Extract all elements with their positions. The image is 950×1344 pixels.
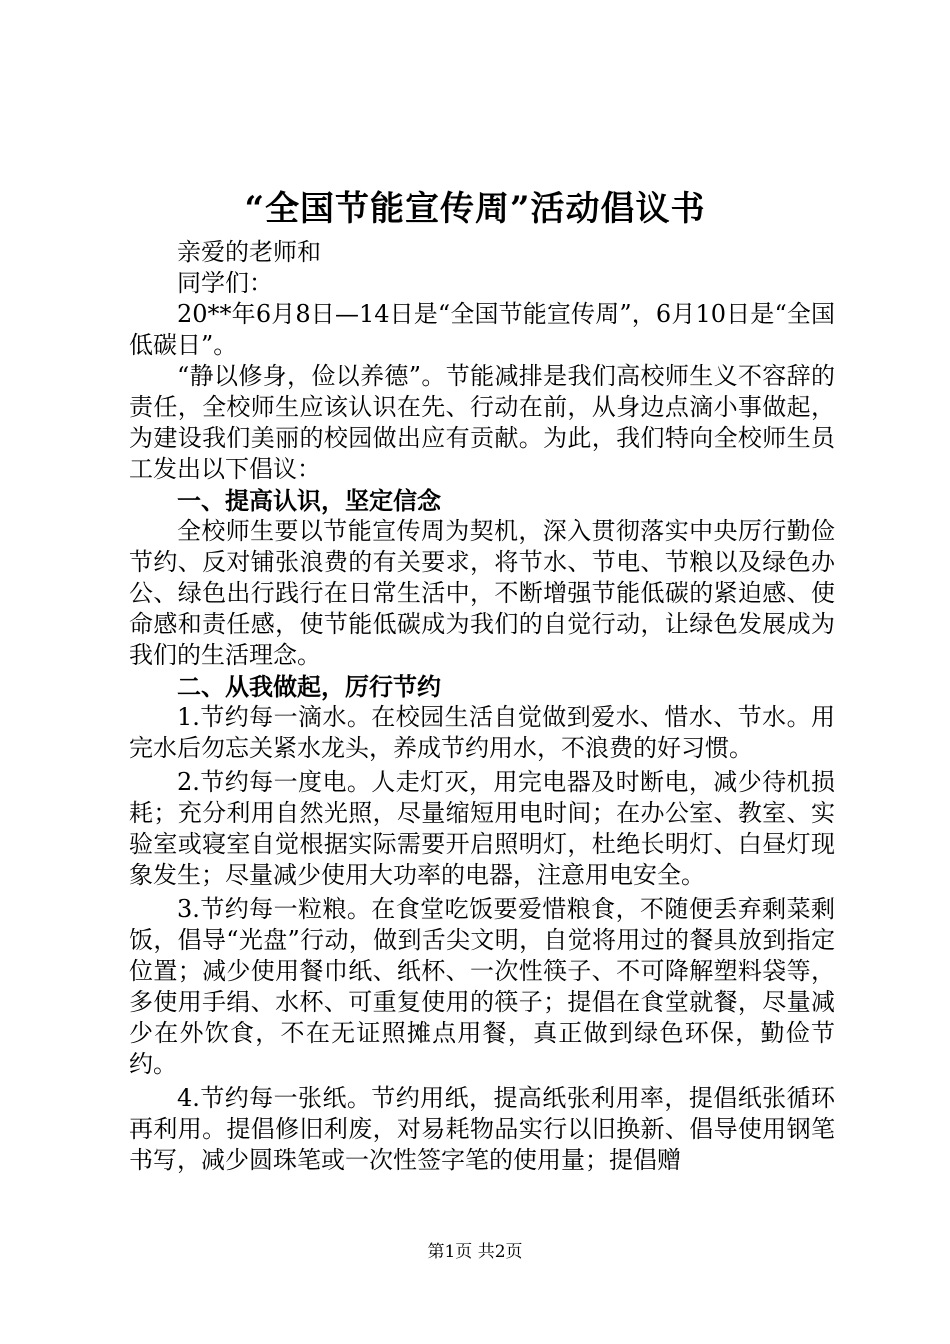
document-body [129, 237, 835, 1176]
list-item-food: 3.节约每一粒粮。在食堂吃饭要爱惜粮食，不随便丢弃剩菜剩饭，倡导“光盘”行动，做到舌尖文明，自觉将用过的餐具放到指定位置；减少使用餐巾纸、纸杯、一次性筷子、不可降解塑料袋等，多使用手绢、水杯、可重复使用的筷子；提倡在食堂就餐，尽量减少在外饮食，不在无证照摊点用餐，真正做到绿色环保，勤俭节约。 [129, 895, 835, 1078]
document-title: “全国节能宣传周”活动倡议书 [244, 189, 706, 229]
list-item-paper: 4.节约每一张纸。节约用纸，提高纸张利用率，提倡纸张循环再利用。提倡修旧利废，对易耗物品实行以旧换新、倡导使用钢笔书写，减少圆珠笔或一次性签字笔的使用量；提倡赠 [129, 1084, 835, 1174]
section-heading-1: 一、提高认识，坚定信念 [177, 486, 441, 515]
list-item-water: 1.节约每一滴水。在校园生活自觉做到爱水、惜水、节水。用完水后勿忘关紧水龙头，养成节约用水，不浪费的好习惯。 [129, 703, 835, 762]
greeting-line-2: 同学们： [177, 269, 273, 297]
greeting-line-1: 亲爱的老师和 [177, 238, 321, 266]
paragraph-dates: 20**年6月8日—14日是“全国节能宣传周”，6月10日是“全国低碳日”。 [129, 300, 835, 359]
section-1-text: 全校师生要以节能宣传周为契机，深入贯彻落实中央厉行勤俭节约、反对铺张浪费的有关要求，将节水、节电、节粮以及绿色办公、绿色出行践行在日常生活中，不断增强节能低碳的紧迫感、使命感和责任感，使节能低碳成为我们的自觉行动，让绿色发展成为我们的生活理念。 [129, 517, 835, 669]
page-footer: 第1页 共2页 [427, 1242, 523, 1262]
list-item-electricity: 2.节约每一度电。人走灯灭，用完电器及时断电，减少待机损耗；充分利用自然光照，尽量缩短用电时间；在办公室、教室、实验室或寝室自觉根据实际需要开启照明灯，杜绝长明灯、白昼灯现象发生；尽量减少使用大功率的电器，注意用电安全。 [129, 768, 835, 889]
paragraph-intro: “静以修身，俭以养德”。节能减排是我们高校师生义不容辞的责任，全校师生应该认识在先、行动在前，从身边点滴小事做起，为建设我们美丽的校园做出应有贡献。为此，我们特向全校师生员工发出以下倡议： [129, 362, 835, 483]
section-heading-2: 二、从我做起，厉行节约 [177, 672, 441, 701]
